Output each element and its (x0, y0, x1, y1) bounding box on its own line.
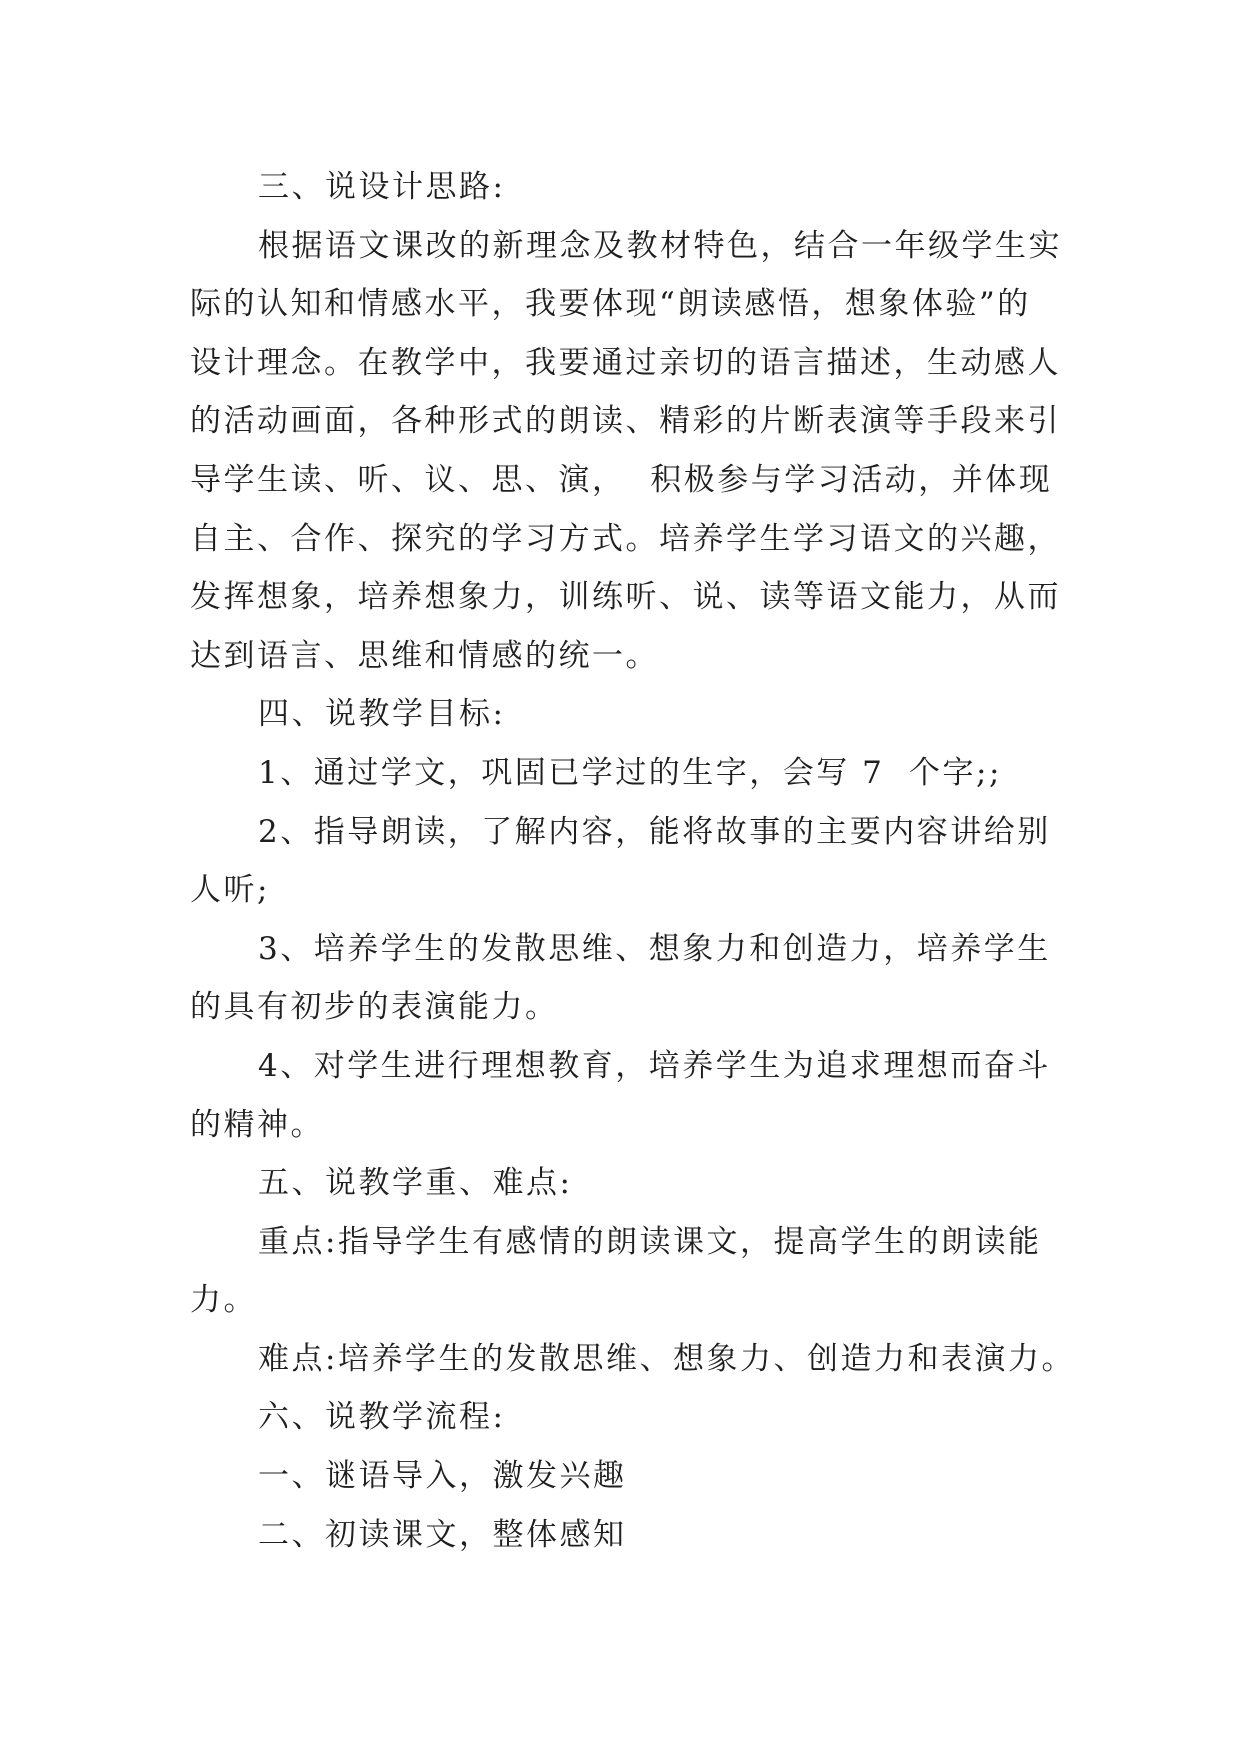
objective-item-continued: 的精神。 (190, 1106, 324, 1143)
difficult-point: 难点:培养学生的发散思维、想象力、创造力和表演力。 (258, 1340, 1075, 1377)
objective-item: 3、培养学生的发散思维、想象力和创造力，培养学生 (258, 930, 1051, 967)
paragraph-line: 设计理念。在教学中，我要通过亲切的语言描述，生动感人 (190, 344, 1061, 381)
paragraph-line: 达到语言、思维和情感的统一。 (190, 637, 659, 674)
paragraph-line: 发挥想象，培养想象力，训练听、说、读等语文能力，从而 (190, 579, 1061, 616)
paragraph-line: 际的认知和情感水平，我要体现“朗读感悟，想象体验”的 (190, 286, 1031, 323)
key-point-continued: 力。 (190, 1282, 257, 1319)
objective-item: 2、指导朗读，了解内容，能将故事的主要内容讲给别 (258, 813, 1051, 850)
heading-key-difficult-points: 五、说教学重、难点: (258, 1165, 573, 1202)
paragraph-line: 的活动画面，各种形式的朗读、精彩的片断表演等手段来引 (190, 403, 1061, 440)
heading-teaching-objectives: 四、说教学目标: (258, 696, 506, 733)
key-point: 重点:指导学生有感情的朗读课文，提高学生的朗读能 (258, 1223, 1042, 1260)
heading-design-ideas: 三、说设计思路: (258, 169, 506, 205)
objective-item-continued: 人听; (190, 872, 270, 909)
document-body (190, 158, 1075, 1564)
process-step: 二、初读课文，整体感知 (258, 1516, 627, 1553)
paragraph-line: 根据语文课改的新理念及教材特色，结合一年级学生实 (258, 227, 1062, 264)
objective-item: 4、对学生进行理想教育，培养学生为追求理想而奋斗 (258, 1047, 1051, 1084)
paragraph-line: 导学生读、听、议、思、演， 积极参与学习活动，并体现 (190, 461, 1053, 498)
objective-item: 1、通过学文，巩固已学过的生字，会写 7 个字;; (258, 754, 1002, 791)
paragraph-line: 自主、合作、探究的学习方式。培养学生学习语文的兴趣， (190, 520, 1061, 557)
heading-teaching-process: 六、说教学流程: (258, 1399, 506, 1436)
process-step: 一、谜语导入，激发兴趣 (258, 1458, 627, 1495)
objective-item-continued: 的具有初步的表演能力。 (190, 989, 559, 1026)
